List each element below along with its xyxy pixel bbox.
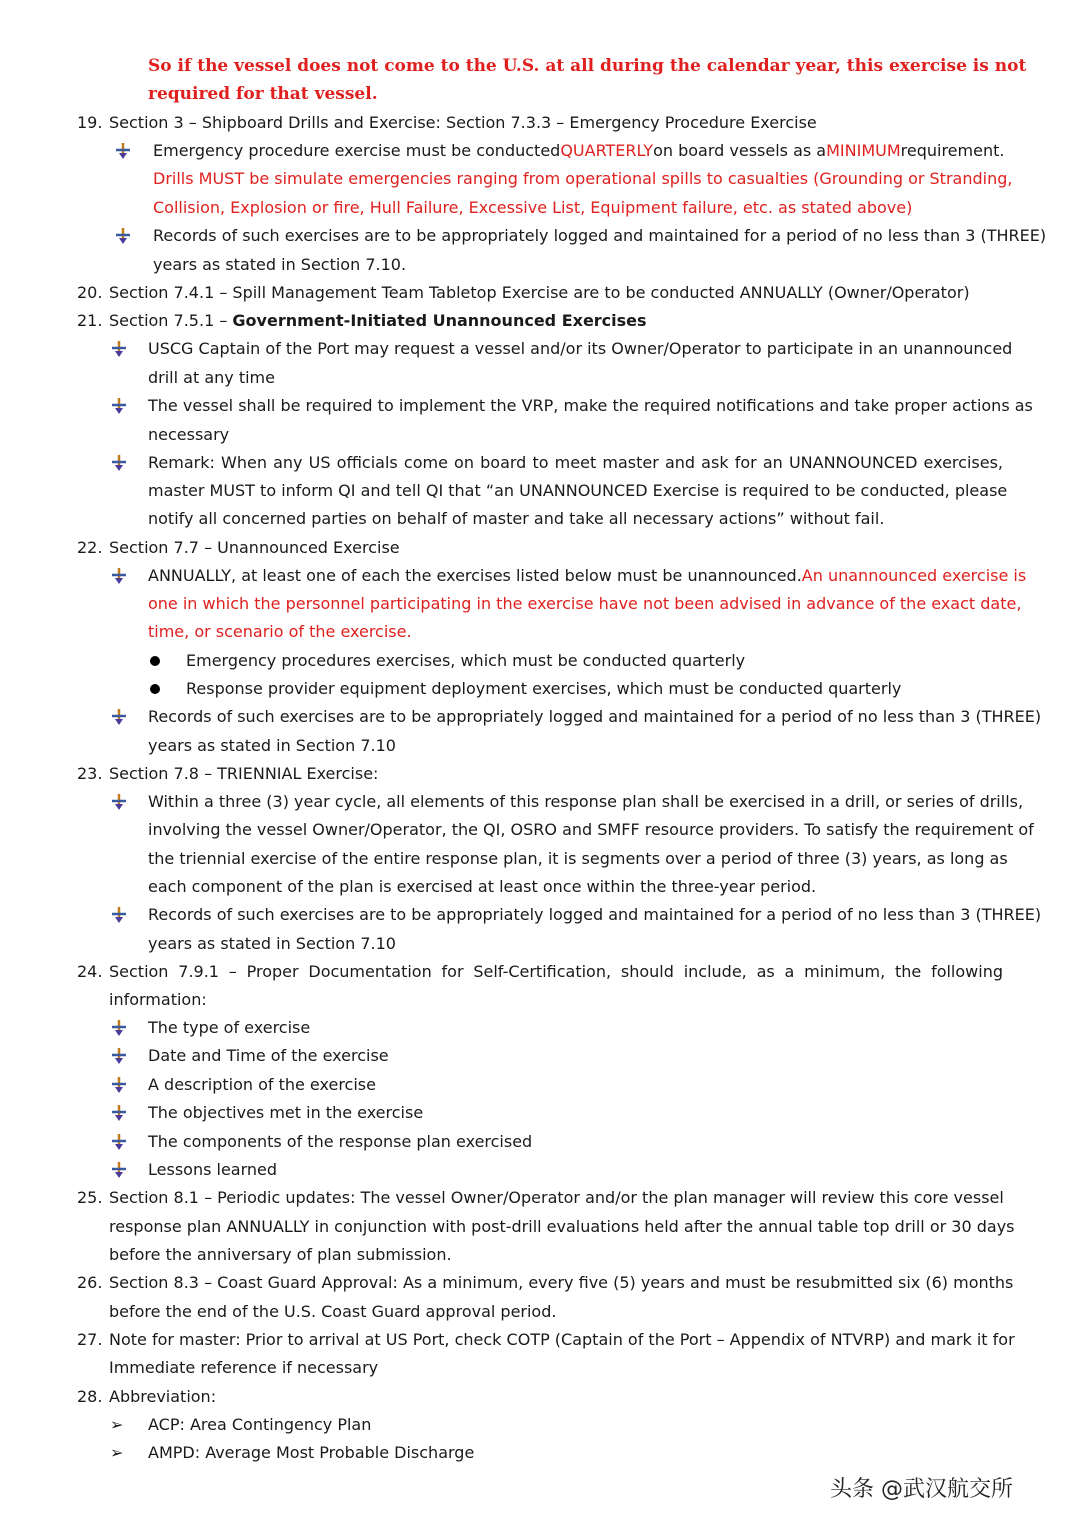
bullet-arrow-icon <box>110 1104 128 1122</box>
item-number: 25. <box>77 1188 103 1207</box>
bullet-arrow-icon <box>114 227 132 245</box>
text-run: requirement. <box>900 141 1005 160</box>
bullet-arrow-icon <box>110 1133 128 1151</box>
item-23-bullet-2-line-1: Records of such exercises are to be appropriately logged and maintained for a period of no less than 3 (THREE) <box>148 905 1042 924</box>
chevron-right-icon: ➢ <box>110 1443 124 1462</box>
item-24-list-item: A description of the exercise <box>148 1075 376 1094</box>
item-24-list-item: The objectives met in the exercise <box>148 1103 424 1122</box>
item-19-bullet-1-line-2: Drills MUST be simulate emergencies ranging from operational spills to casualties (Grounding or Stranding, <box>153 169 1013 188</box>
item-26-line-1: Section 8.3 – Coast Guard Approval: As a minimum, every five (5) years and must be resubmitted six (6) months <box>109 1273 1014 1292</box>
item-24-line-1: Section 7.9.1 – Proper Documentation for Self-Certification, should include, as a minimum, the following <box>109 962 1003 981</box>
minimum-emphasis: MINIMUM <box>826 141 901 160</box>
text-run: Section 7.5.1 – <box>109 311 233 330</box>
item-26-line-2: before the end of the U.S. Coast Guard approval period. <box>109 1302 557 1321</box>
item-22-bullet-1-line-3: time, or scenario of the exercise. <box>148 622 412 641</box>
item-27-line-2: Immediate reference if necessary <box>109 1358 379 1377</box>
item-21-heading <box>109 311 647 331</box>
item-23-bullet-1-line-3: the triennial exercise of the entire response plan, it is segments over a period of three (3) years, as long as <box>148 849 1008 868</box>
abbreviation-item: ACP: Area Contingency Plan <box>148 1415 372 1434</box>
item-number: 22. <box>77 538 103 557</box>
item-24-list-item: Lessons learned <box>148 1160 278 1179</box>
item-19-bullet-1-line-1 <box>153 141 1003 161</box>
item-21-title: Government-Initiated Unannounced Exercises <box>232 311 647 330</box>
quarterly-emphasis: QUARTERLY <box>560 141 654 160</box>
item-number: 28. <box>77 1387 103 1406</box>
item-number: 24. <box>77 962 103 981</box>
item-23-bullet-1-line-4: each component of the plan is exercised at least once within the three-year period. <box>148 877 817 896</box>
item-22-bullet-2-line-2: years as stated in Section 7.10 <box>148 736 396 755</box>
item-23-bullet-1-line-2: involving the vessel Owner/Operator, the QI, OSRO and SMFF resource providers. To satisfy the requirement of <box>148 820 1034 839</box>
item-22-heading: Section 7.7 – Unannounced Exercise <box>109 538 400 557</box>
bullet-dot-icon <box>150 684 160 694</box>
item-24-line-2: information: <box>109 990 207 1009</box>
item-number: 26. <box>77 1273 103 1292</box>
chevron-right-icon: ➢ <box>110 1415 124 1434</box>
bullet-arrow-icon <box>110 793 128 811</box>
item-22-bullet-1-line-1 <box>148 566 1027 586</box>
item-21-bullet-2-line-2: necessary <box>148 425 230 444</box>
intro-line-2: required for that vessel. <box>148 84 378 104</box>
bullet-arrow-icon <box>114 142 132 160</box>
item-22-bullet-1-line-2: one in which the personnel participating in the exercise have not been advised in advance of the exact date, <box>148 594 1022 613</box>
bullet-arrow-icon <box>110 906 128 924</box>
item-22-dot-1: Emergency procedures exercises, which must be conducted quarterly <box>186 651 746 670</box>
item-22-bullet-2-line-1: Records of such exercises are to be appropriately logged and maintained for a period of no less than 3 (THREE) <box>148 707 1042 726</box>
item-25-line-1: Section 8.1 – Periodic updates: The vessel Owner/Operator and/or the plan manager will review this core vessel <box>109 1188 1004 1207</box>
item-23-bullet-1-line-1: Within a three (3) year cycle, all elements of this response plan shall be exercised in a drill, or series of drills, <box>148 792 1024 811</box>
text-run: Emergency procedure exercise must be conducted <box>153 141 561 160</box>
item-21-bullet-2-line-1: The vessel shall be required to implement the VRP, make the required notifications and take proper actions as <box>148 396 1033 415</box>
bullet-arrow-icon <box>110 1019 128 1037</box>
item-25-line-2: response plan ANNUALLY in conjunction with post-drill evaluations held after the annual table top drill or 30 days <box>109 1217 1015 1236</box>
item-21-bullet-3-line-1: Remark: When any US officials come on board to meet master and ask for an UNANNOUNCED exercises, <box>148 453 1003 472</box>
bullet-arrow-icon <box>110 708 128 726</box>
item-19-heading: Section 3 – Shipboard Drills and Exercise: Section 7.3.3 – Emergency Procedure Exercise <box>109 113 817 132</box>
item-21-bullet-3-line-2: master MUST to inform QI and tell QI that “an UNANNOUNCED Exercise is required to be conducted, please <box>148 481 1008 500</box>
item-24-list-item: The type of exercise <box>148 1018 311 1037</box>
item-21-bullet-1-line-2: drill at any time <box>148 368 275 387</box>
bullet-arrow-icon <box>110 1076 128 1094</box>
bullet-arrow-icon <box>110 567 128 585</box>
text-run: ANNUALLY, at least one of each the exercises listed below must be unannounced. <box>148 566 802 585</box>
item-27-line-1: Note for master: Prior to arrival at US Port, check COTP (Captain of the Port – Appendix of NTVRP) and mark it for <box>109 1330 1015 1349</box>
watermark: 头条 @武汉航交所 <box>830 1477 1013 1502</box>
item-number: 19. <box>77 113 103 132</box>
item-28-heading: Abbreviation: <box>109 1387 217 1406</box>
item-23-bullet-2-line-2: years as stated in Section 7.10 <box>148 934 396 953</box>
item-21-bullet-3-line-3: notify all concerned parties on behalf of master and take all necessary actions” without fail. <box>148 509 885 528</box>
bullet-dot-icon <box>150 656 160 666</box>
item-24-list-item: The components of the response plan exercised <box>148 1132 533 1151</box>
bullet-arrow-icon <box>110 397 128 415</box>
bullet-arrow-icon <box>110 454 128 472</box>
abbreviation-item: AMPD: Average Most Probable Discharge <box>148 1443 475 1462</box>
item-19-bullet-1-line-3: Collision, Explosion or fire, Hull Failure, Excessive List, Equipment failure, etc. as stated above) <box>153 198 913 217</box>
bullet-arrow-icon <box>110 1161 128 1179</box>
bullet-arrow-icon <box>110 1047 128 1065</box>
red-text-run: An unannounced exercise is <box>801 566 1027 585</box>
item-19-bullet-2-line-2: years as stated in Section 7.10. <box>153 255 407 274</box>
item-20-heading: Section 7.4.1 – Spill Management Team Tabletop Exercise are to be conducted ANNUALLY (Owner/Operator) <box>109 283 970 302</box>
bullet-arrow-icon <box>110 340 128 358</box>
item-number: 27. <box>77 1330 103 1349</box>
text-run: on board vessels as a <box>653 141 827 160</box>
item-19-bullet-2-line-1: Records of such exercises are to be appropriately logged and maintained for a period of no less than 3 (THREE) <box>153 226 1047 245</box>
item-number: 21. <box>77 311 103 330</box>
item-number: 20. <box>77 283 103 302</box>
item-number: 23. <box>77 764 103 783</box>
item-22-dot-2: Response provider equipment deployment exercises, which must be conducted quarterly <box>186 679 902 698</box>
item-24-list-item: Date and Time of the exercise <box>148 1046 389 1065</box>
item-23-heading: Section 7.8 – TRIENNIAL Exercise: <box>109 764 379 783</box>
intro-line-1: So if the vessel does not come to the U.S. at all during the calendar year, this exercise is not <box>148 56 1027 76</box>
item-21-bullet-1-line-1: USCG Captain of the Port may request a vessel and/or its Owner/Operator to participate in an unannounced <box>148 339 1013 358</box>
item-25-line-3: before the anniversary of plan submission. <box>109 1245 452 1264</box>
